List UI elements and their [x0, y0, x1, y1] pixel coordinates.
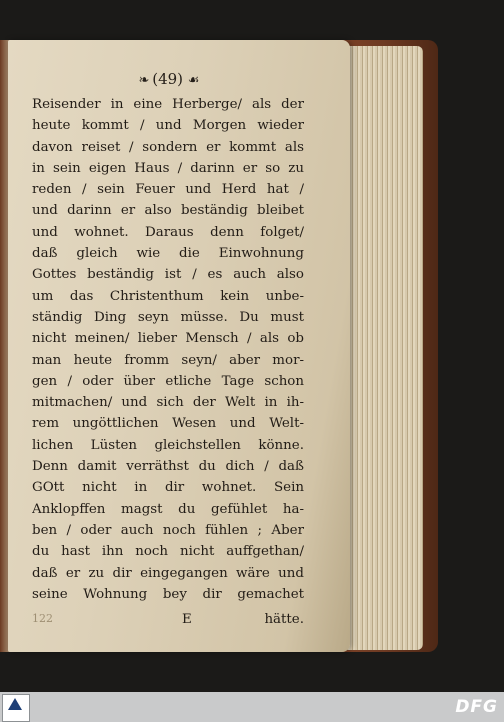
ornament-left-icon: ❧	[138, 73, 148, 88]
text-line: Denn damit verräthst du dich / daß	[32, 459, 304, 475]
text-line: Gottes beständig ist / es auch also	[32, 267, 304, 283]
text-line: seine Wohnung bey dir gemachet	[32, 586, 304, 602]
text-line: gen / oder über etliche Tage schon	[32, 373, 304, 389]
viewer-footer-bar	[0, 692, 504, 722]
catchword-letter: E	[182, 612, 192, 627]
text-line: in sein eigen Haus / darinn er so zu	[32, 160, 304, 176]
last-word: hätte.	[264, 612, 304, 627]
text-line: lichen Lüsten gleichstellen könne.	[32, 437, 304, 453]
page-header	[108, 70, 228, 92]
text-line: und wohnet. Daraus denn folget/	[32, 224, 304, 240]
ornament-right-icon: ☙	[187, 73, 198, 88]
text-line: Reisender in eine Herberge/ als der	[32, 97, 304, 112]
text-line: nicht meinen/ lieber Mensch / als ob	[32, 331, 304, 347]
text-line: und darinn er also beständig bleibet	[32, 203, 304, 219]
page-number: (49)	[152, 70, 184, 88]
library-logo-icon	[2, 694, 30, 722]
text-line: heute kommt / und Morgen wieder	[32, 118, 304, 134]
dfg-logo: DFG	[455, 697, 498, 717]
text-line: daß er zu dir eingegangen wäre und	[32, 565, 304, 581]
text-line: GOtt nicht in dir wohnet. Sein	[32, 480, 304, 496]
text-line: ständig Ding seyn müsse. Du must	[32, 309, 304, 325]
text-line: daß gleich wie die Einwohnung	[32, 246, 304, 262]
text-line: rem ungöttlichen Wesen und Welt-	[32, 416, 304, 432]
text-line: davon reiset / sondern er kommt als	[32, 139, 304, 155]
text-line: ben / oder auch noch fühlen ; Aber	[32, 522, 304, 538]
page-text	[32, 94, 304, 605]
text-line: du hast ihn noch nicht auffgethan/	[32, 544, 304, 560]
book-page	[8, 40, 350, 652]
signature-mark: 122	[32, 612, 53, 625]
library-logo-mark	[8, 698, 22, 710]
page-edges	[345, 46, 423, 650]
text-line: um das Christenthum kein unbe-	[32, 288, 304, 304]
page-footer	[32, 612, 304, 634]
text-line: reden / sein Feuer und Herd hat /	[32, 182, 304, 198]
text-line: Anklopffen magst du gefühlet ha-	[32, 501, 304, 517]
text-line: mitmachen/ und sich der Welt in ih-	[32, 395, 304, 411]
text-line: man heute fromm seyn/ aber mor-	[32, 352, 304, 368]
